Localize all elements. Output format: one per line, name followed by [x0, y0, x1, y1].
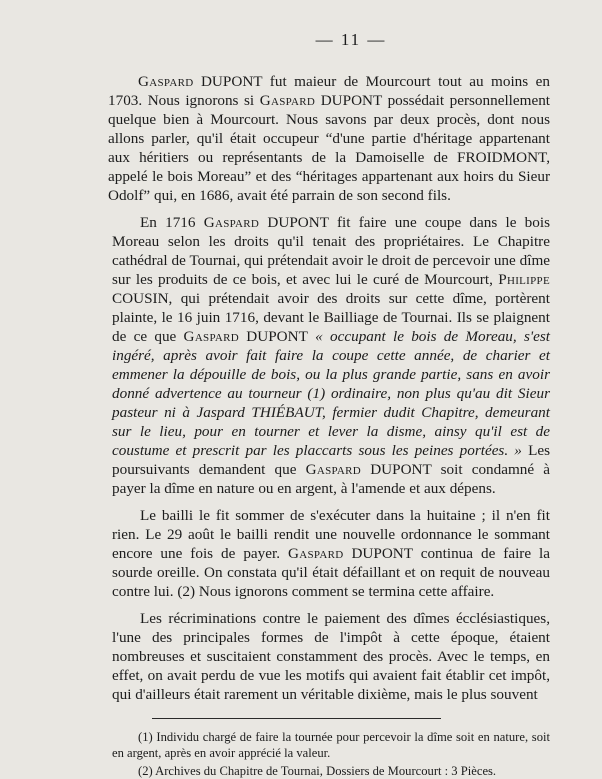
paragraph-text: Les récriminations contre le paiement des dîmes écclésiastiques, l'une des principales formes de l'impôt à cette époque, étaient nombreuses et suscitaient constamment des procès. Avec le temps, en effet, on avait perdu de vue les motifs qui avaient fait établir cet impôt, qui d'ailleurs était rarement un véritable dixième, mais le plus souvent [112, 610, 550, 703]
paragraph-4 [112, 609, 550, 704]
paragraph-text: En 1716 [140, 214, 204, 231]
person-surname: COUSIN [112, 290, 169, 307]
person-surname: DUPONT [246, 328, 308, 345]
paragraph-text: Le bailli le fit sommer de s'exécuter dans la huitaine ; il n'en fit rien. Le 29 août le bailli rendit une nouvelle ordonnance le sommant encore une fois de payer. [112, 507, 550, 562]
paragraph-text: soit condamné à payer la dîme en nature ou en argent, à l'amende et aux dépens. [112, 461, 550, 497]
person-name: Gaspard [288, 545, 344, 562]
footnote-divider [152, 718, 441, 719]
person-name: Gaspard [183, 328, 240, 345]
page-number: — 11 — [315, 30, 387, 49]
paragraph-3 [112, 506, 550, 601]
paragraph-text: fut maieur de Mourcourt tout au moins en 1703. Nous ignorons si [108, 73, 550, 109]
quoted-text: « occupant le bois de Moreau, s'est ingéré, après avoir fait faire la coupe cette année, de charier et emmener la dépouille de bois, ou la plus grande partie, sans en avoir donné advertence au tourneur (1) ordinaire, non plus qu'au dit Sieur pasteur ni à Jaspard THIÉBAUT, fermier dudit Chapitre, demeurant sur le lieu, pour en tourner et lever la disme, ainsy qu'il est de coustume et prescrit par les placcarts sous les peines portées. » [112, 328, 550, 459]
person-name: Gaspard [259, 92, 316, 109]
paragraph-1 [108, 72, 550, 205]
paragraph-text: continua de faire la sourde oreille. On constata qu'il était défaillant et on requit de nouveau contre lui. (2) Nous ignorons comment se termina cette affaire. [112, 545, 551, 600]
person-name: Gaspard [203, 214, 260, 231]
paragraph-text: fit faire une coupe dans le bois Moreau selon les droits qu'il tenait des propriétaires. Le Chapitre cathédral de Tournai, qui prétendait avoir le droit de percevoir une dîme sur les produits de ce bois, et avec lui le curé de Mourcourt, [112, 214, 551, 288]
person-name: Gaspard [305, 461, 362, 478]
person-name: Gaspard [138, 73, 194, 90]
paragraph-text: possédait personnellement quelque bien à Mourcourt. Nous savons par deux procès, dont nous allons parler, qu'il était occupeur “d'une partie d'héritage appartenant aux héritiers ou représentants de la Damoiselle de FROIDMONT, appelé le bois Moreau” et des “héritages appartenant aux hoirs du Sieur Odolf” qui, en 1686, avait été parrain de son second fils. [108, 92, 551, 204]
person-surname: DUPONT [370, 461, 432, 478]
person-surname: DUPONT [200, 73, 263, 90]
paragraph-2 [112, 213, 550, 498]
paragraph-text: Les poursuivants demandent que [112, 442, 550, 478]
footnote-1: (1) Individu chargé de faire la tournée pour percevoir la dîme soit en nature, soit en argent, après en avoir apprécié la valeur. [112, 730, 550, 760]
person-name: Philippe [498, 271, 550, 288]
paragraph-text: , qui prétendait avoir des droits sur cette dîme, portèrent plainte, le 16 juin 1716, devant le Bailliage de Tournai. Ils se plaignent de ce que [112, 290, 550, 345]
footnote-2: (2) Archives du Chapitre de Tournai, Dossiers de Mourcourt : 3 Pièces. [138, 764, 497, 778]
person-surname: DUPONT [267, 214, 329, 231]
person-surname: DUPONT [320, 92, 383, 109]
person-surname: DUPONT [351, 545, 413, 562]
